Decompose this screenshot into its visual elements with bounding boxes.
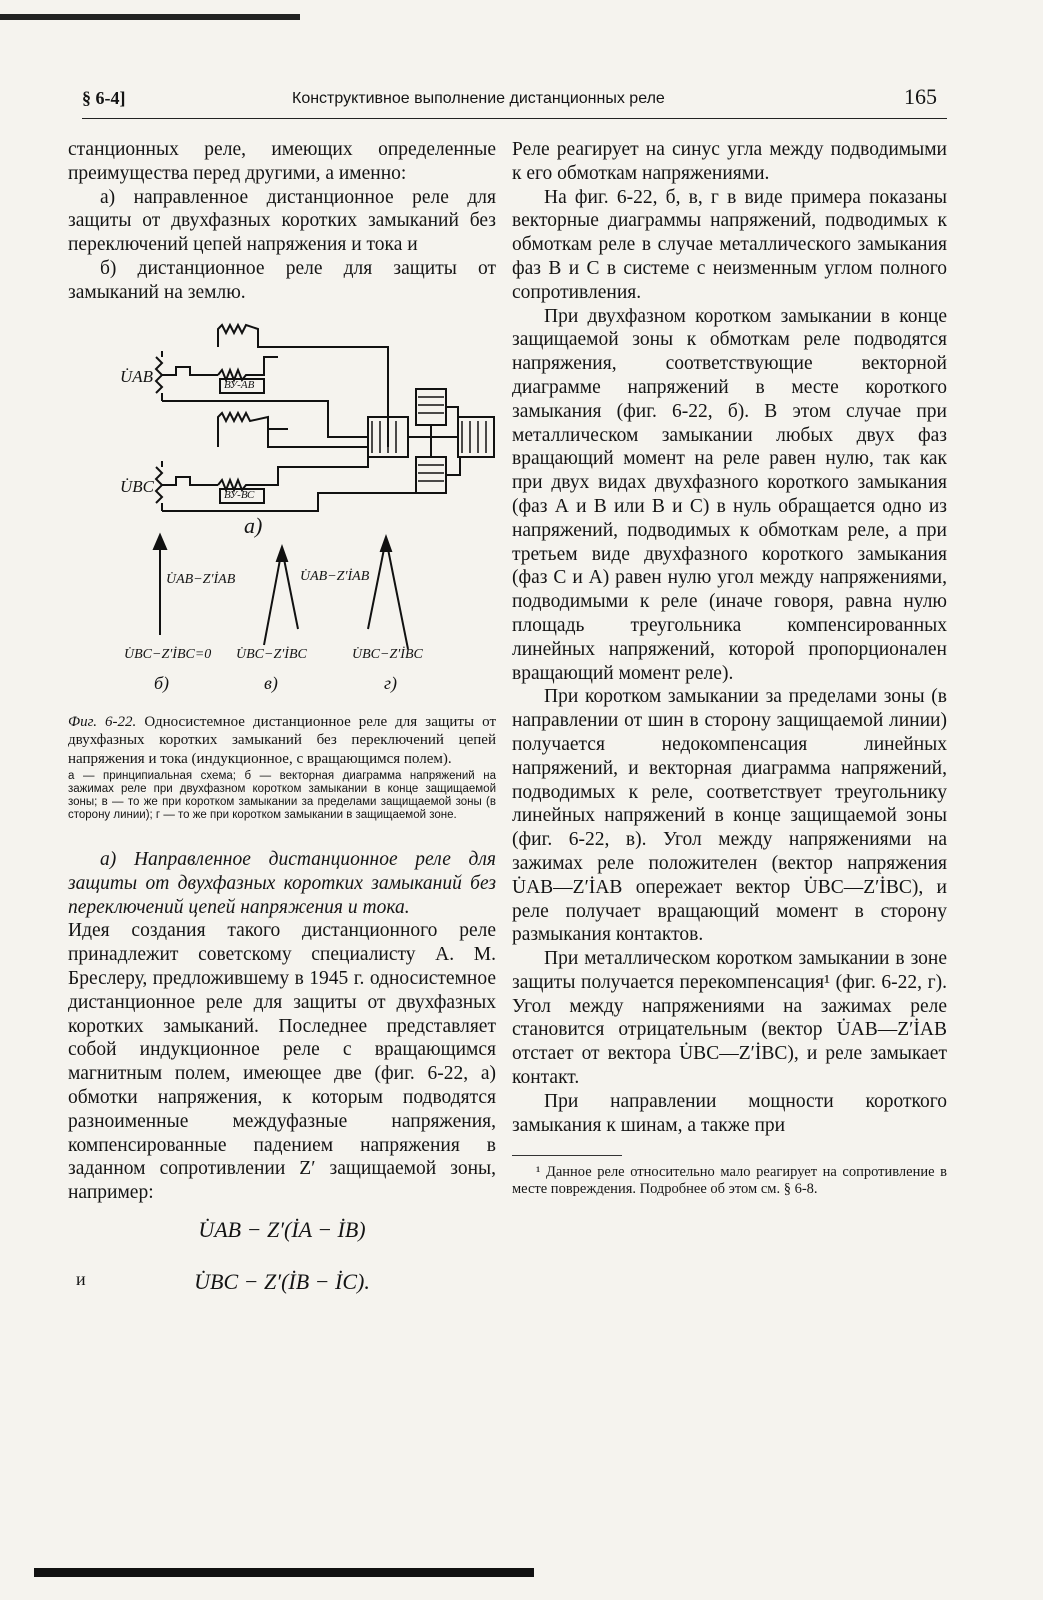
label-by-ab: ВУ-АВ [224, 378, 255, 391]
label-vec-b-top: U̇AB−Z′İAB [166, 571, 236, 587]
vector-g-triangle [368, 539, 408, 649]
relay-core-top [416, 389, 446, 425]
heading-text: а) Направленное дистанционное реле для защиты от двухфазных коротких замыканий без переключений цепей напряжения и тока. [68, 849, 496, 918]
paragraph-1: Реле реагирует на синус угла между подводимыми к его обмоткам напряжениями. [512, 139, 947, 184]
running-title: Конструктивное выполнение дистанционных реле [292, 90, 665, 107]
sublabel-b: б) [154, 672, 170, 693]
winding-bc-coil [156, 467, 162, 503]
label-by-bc: ВУ-ВС [224, 488, 255, 501]
list-item-a: а) направленное дистанционное реле для защиты от двухфазных коротких замыканий без переключений цепей напряжения и тока и [68, 186, 496, 256]
formula-2-text: U̇BC − Z′(İB − İC). [194, 1269, 370, 1295]
section-number: § 6-4] [82, 88, 126, 108]
conjunction-and: и [76, 1269, 86, 1290]
label-vec-v-bottom: U̇BC−Z′İBC [236, 646, 307, 662]
label-ubc: U̇BC [120, 476, 154, 496]
footnote-separator [512, 1155, 622, 1156]
list-item-b: б) дистанционное реле для защиты от замыканий на землю. [68, 257, 496, 303]
formula-1 [68, 1217, 496, 1257]
right-column [512, 138, 947, 1198]
relay-core-bottom [416, 457, 446, 493]
label-vec-v-top: U̇AB−Z′İAB [300, 568, 370, 584]
paragraph-3: При двухфазном коротком замыкании в конце защищаемой зоны к обмоткам реле подводятся напряжения, соответствующие векторной диаграмме напряжений в месте короткого замыкания (фиг. 6-22, б). В этом случае при металлическом замыкании любых двух фаз вращающий момент на реле равен нулю, так как при двух видах двухфазного короткого замыкания (фаз А и В или В и С) в нуль обращается одно из напряжений, подводимых к обмоткам реле, а при третьем виде двухфазного короткого замыкания (фаз С и А) равен нулю угол между напряжениями, подводимыми к реле (иначе говоря, равна нулю площадь треугольника компенсированных линейных напряжений, которой пропорционален вращающий момент реле). [512, 305, 947, 684]
page-number: 165 [904, 84, 937, 109]
scan-bottom-bar [34, 1568, 534, 1577]
caption-legend: а — принципиальная схема; б — векторная диаграмма напряжений на зажимах реле при двухфазном коротком замыкании в конце защищаемой зоны; в — то же при коротком замыкании за пределами защищаемой зоны (в сторону линии); г — то же при коротком замыкании в защищаемой зоне. [68, 770, 496, 822]
caption-text: Односистемное дистанционное реле для защиты от двухфазных коротких замыканий без переключений цепей напряжения и тока (индукционное, с вращающимся полем). [68, 713, 496, 767]
caption-head: Фиг. 6-22. [68, 713, 137, 730]
page-header [82, 82, 947, 119]
label-vec-b-bottom: U̇BC−Z′İBC=0 [124, 646, 212, 662]
section-heading-a [68, 848, 496, 919]
formula-2 [68, 1269, 496, 1309]
footnote: ¹ Данное реле относительно мало реагирует на сопротивление в месте повреждения. Подробнее об этом см. § 6-8. [512, 1164, 947, 1198]
paragraph-6: При направлении мощности короткого замыкания к шинам, а также при [512, 1090, 947, 1136]
figure-caption [68, 713, 496, 769]
vector-b-arrow [154, 535, 166, 549]
paragraph-4: При коротком замыкании за пределами зоны (в направлении от шин в сторону защищаемой линии) получается недокомпенсация линейных напряжений, и векторная диаграмма напряжений, подводимых к реле, соответствует треугольнику линейных напряжений в конце защищаемой зоны (фиг. 6-22, в). Угол между напряжениями на зажимах реле положителен (вектор напряжения U̇AB—Z′İAB опережает вектор U̇BC—Z′İBC), и реле получает вращающий момент в сторону размыкания контактов. [512, 686, 947, 946]
figure-6-22 [68, 317, 496, 707]
sublabel-a: а) [244, 512, 263, 538]
relay-core-right [458, 417, 494, 457]
body-paragraph: Идея создания такого дистанционного реле принадлежит советскому специалисту А. М. Бреслеру, предложившему в 1945 г. односистемное дистанционное реле для защиты от двухфазных коротких замыканий. Последнее представляет собой индукционное реле с вращающимся магнитным полем, имеющее две (фиг. 6-22, а) обмотки напряжения, к которым подводятся разноименные междуфазные напряжения, компенсированные падением напряжения в заданном сопротивлении Z′ защищаемой зоны, например: [68, 920, 496, 1204]
scan-top-bar [0, 14, 300, 20]
left-column [68, 138, 496, 1309]
intro-paragraph: станционных реле, имеющих определенные преимущества перед другими, а именно: [68, 139, 496, 184]
formula-1-text: U̇AB − Z′(İA − İB) [198, 1217, 366, 1243]
sublabel-g: г) [384, 672, 398, 693]
sublabel-v: в) [264, 672, 278, 693]
winding-ab-coil [156, 357, 162, 393]
paragraph-5: При металлическом коротком замыкании в зоне защиты получается перекомпенсация¹ (фиг. 6-22, г). Угол между напряжениями на зажимах реле становится отрицательным (вектор U̇AB—Z′İAB отстает от вектора U̇BC—Z′İBC), и реле замыкает контакт. [512, 948, 947, 1089]
vector-v-triangle [264, 549, 298, 645]
label-uab: U̇AB [120, 366, 154, 386]
paragraph-2: На фиг. 6-22, б, в, г в виде примера показаны векторные диаграммы напряжений, подводимых к обмоткам реле в случае металлического замыкания фаз В и С в системе с неизменным углом полного сопротивления. [512, 186, 947, 303]
label-vec-g-bottom: U̇BC−Z′İBC [352, 646, 423, 662]
